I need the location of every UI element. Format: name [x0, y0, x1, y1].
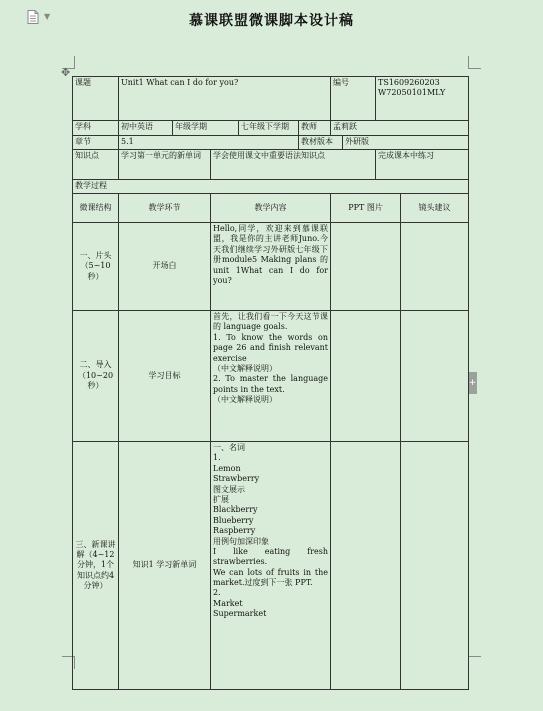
header-shot: 镜头建议 [401, 194, 469, 223]
topic-label: 课题 [73, 77, 119, 121]
row-shot [401, 223, 469, 311]
code-value [376, 77, 469, 121]
crop-mark [468, 656, 481, 669]
process-label: 教学过程 [73, 180, 469, 194]
teacher-label: 教师 [299, 121, 331, 136]
chevron-down-icon[interactable]: ▼ [44, 12, 51, 21]
grade-label: 年级学期 [173, 121, 239, 136]
content-line: We can lots of fruits in the market.过度到下一张 PPT. [213, 567, 329, 588]
content-line: Market [213, 598, 243, 608]
teacher-value: 孟莉跃 [331, 121, 469, 136]
row-shot [401, 311, 469, 442]
row-structure: 一、片头（5~10秒） [73, 223, 119, 311]
row-content: Hello,同学，欢迎来到慕课联盟，我是你的主讲老师Juno.今天我们继续学习外研版七年级下册module5 Making plans 的 unit 1What can I do for you? [211, 223, 331, 311]
knowledge-point-2: 学会使用课文中重要语法知识点 [211, 150, 376, 180]
row-step: 学习目标 [119, 311, 211, 442]
row-structure: 二、导入（10~20秒） [73, 311, 119, 442]
topic-value: Unit1 What can I do for you? [119, 77, 331, 121]
row-structure: 三、新课讲解（4~12分钟，1个知识点约4分钟） [73, 442, 119, 690]
side-panel-toggle[interactable]: + [468, 372, 477, 394]
grade-value: 七年级下学期 [239, 121, 299, 136]
code-label: 编号 [331, 77, 376, 121]
code-value-line: W72050101MLY [378, 88, 446, 98]
crop-mark [468, 56, 481, 69]
document-title: 慕课联盟微课脚本设计稿 [189, 13, 354, 29]
content-line: Blackberry [213, 505, 258, 515]
content-line: I like eating fresh strawberries. [213, 546, 329, 567]
content-line: 1. To know the words on page 26 and finish relevant exercise [213, 332, 329, 363]
content-line: 扩展 [213, 494, 229, 504]
content-line: 2. To master the language points in the text. [213, 374, 329, 394]
chapter-label: 章节 [73, 136, 119, 150]
content-line: Raspberry [213, 526, 256, 536]
knowledge-point-1: 学习第一单元的新单词 [119, 150, 211, 180]
content-line: 首先，让我们看一下今天这节课的 language goals. [213, 312, 329, 332]
content-line: 图文展示 [213, 484, 245, 494]
content-line: Blueberry [213, 515, 254, 525]
content-line: 一、名词 [213, 443, 245, 452]
knowledge-point-3: 完成课本中练习 [376, 150, 469, 180]
header-content: 教学内容 [211, 194, 331, 223]
subject-value: 初中英语 [119, 121, 173, 136]
code-value-line: TS1609260203 [378, 78, 440, 87]
content-line: Strawberry [213, 474, 260, 484]
content-line: Lemon [213, 463, 241, 473]
content-line: Supermarket [213, 609, 267, 619]
row-shot [401, 442, 469, 690]
edition-value: 外研版 [343, 136, 469, 150]
lesson-plan-table [72, 76, 469, 690]
content-line: 1. [213, 453, 221, 463]
header-structure: 微课结构 [73, 194, 119, 223]
row-ppt [331, 223, 401, 311]
header-step: 教学环节 [119, 194, 211, 223]
chapter-value: 5.1 [119, 136, 299, 150]
content-line: （中文解释说明） [213, 395, 277, 405]
content-line: 用例句加深印象 [213, 536, 269, 546]
row-step: 知识1 学习新单词 [119, 442, 211, 690]
table-move-handle-icon[interactable]: ✥ [61, 66, 71, 79]
knowledge-points-label: 知识点 [73, 150, 119, 180]
content-line: （中文解释说明） [213, 363, 277, 373]
header-ppt: PPT 图片 [331, 194, 401, 223]
content-line: 2. [213, 588, 221, 598]
edition-label: 教材版本 [299, 136, 343, 150]
row-content [211, 311, 331, 442]
row-ppt [331, 442, 401, 690]
row-ppt [331, 311, 401, 442]
row-step: 开场白 [119, 223, 211, 311]
row-content [211, 442, 331, 690]
subject-label: 学科 [73, 121, 119, 136]
